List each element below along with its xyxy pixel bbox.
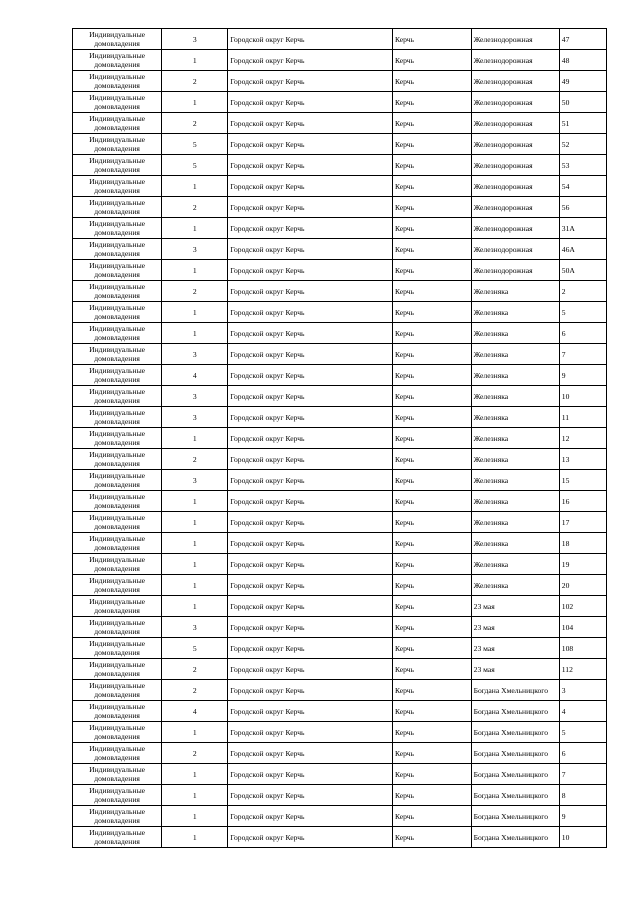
street-cell: Богдана Хмельницкого	[471, 701, 559, 722]
housing-type-cell: Индивидуальные домовладения	[73, 302, 162, 323]
count-cell: 1	[162, 50, 228, 71]
house-number-cell: 5	[559, 302, 606, 323]
document-page	[72, 28, 607, 848]
house-number-cell: 51	[559, 113, 606, 134]
table-row	[73, 281, 607, 302]
table-row	[73, 680, 607, 701]
housing-type-cell: Индивидуальные домовладения	[73, 134, 162, 155]
housing-type-cell: Индивидуальные домовладения	[73, 92, 162, 113]
district-cell: Городской округ Керчь	[228, 344, 393, 365]
count-cell: 1	[162, 596, 228, 617]
house-number-cell: 10	[559, 827, 606, 848]
city-cell: Керчь	[392, 50, 471, 71]
city-cell: Керчь	[392, 29, 471, 50]
district-cell: Городской округ Керчь	[228, 197, 393, 218]
district-cell: Городской округ Керчь	[228, 281, 393, 302]
street-cell: Богдана Хмельницкого	[471, 680, 559, 701]
table-row	[73, 134, 607, 155]
street-cell: Железняка	[471, 575, 559, 596]
count-cell: 2	[162, 680, 228, 701]
housing-type-cell: Индивидуальные домовладения	[73, 449, 162, 470]
house-number-cell: 50	[559, 92, 606, 113]
count-cell: 1	[162, 722, 228, 743]
housing-type-cell: Индивидуальные домовладения	[73, 785, 162, 806]
house-number-cell: 4	[559, 701, 606, 722]
table-row	[73, 365, 607, 386]
district-cell: Городской округ Керчь	[228, 92, 393, 113]
street-cell: Железняка	[471, 407, 559, 428]
housing-type-cell: Индивидуальные домовладения	[73, 197, 162, 218]
street-cell: Богдана Хмельницкого	[471, 722, 559, 743]
district-cell: Городской округ Керчь	[228, 617, 393, 638]
district-cell: Городской округ Керчь	[228, 260, 393, 281]
housing-type-cell: Индивидуальные домовладения	[73, 365, 162, 386]
district-cell: Городской округ Керчь	[228, 764, 393, 785]
house-number-cell: 13	[559, 449, 606, 470]
street-cell: Железняка	[471, 470, 559, 491]
count-cell: 1	[162, 176, 228, 197]
housing-type-cell: Индивидуальные домовладения	[73, 827, 162, 848]
street-cell: Железнодорожная	[471, 176, 559, 197]
city-cell: Керчь	[392, 344, 471, 365]
house-number-cell: 102	[559, 596, 606, 617]
housing-type-cell: Индивидуальные домовладения	[73, 764, 162, 785]
house-number-cell: 53	[559, 155, 606, 176]
count-cell: 1	[162, 92, 228, 113]
housing-type-cell: Индивидуальные домовладения	[73, 155, 162, 176]
table-row	[73, 449, 607, 470]
house-number-cell: 7	[559, 344, 606, 365]
house-number-cell: 6	[559, 743, 606, 764]
count-cell: 2	[162, 449, 228, 470]
housing-type-cell: Индивидуальные домовладения	[73, 596, 162, 617]
table-row	[73, 491, 607, 512]
house-number-cell: 18	[559, 533, 606, 554]
count-cell: 2	[162, 71, 228, 92]
housing-type-cell: Индивидуальные домовладения	[73, 50, 162, 71]
table-row	[73, 71, 607, 92]
table-row	[73, 92, 607, 113]
house-number-cell: 54	[559, 176, 606, 197]
city-cell: Керчь	[392, 323, 471, 344]
district-cell: Городской округ Керчь	[228, 827, 393, 848]
housing-type-cell: Индивидуальные домовладения	[73, 680, 162, 701]
city-cell: Керчь	[392, 407, 471, 428]
count-cell: 2	[162, 743, 228, 764]
street-cell: Железнодорожная	[471, 92, 559, 113]
street-cell: Железнодорожная	[471, 239, 559, 260]
city-cell: Керчь	[392, 281, 471, 302]
housing-type-cell: Индивидуальные домовладения	[73, 344, 162, 365]
city-cell: Керчь	[392, 71, 471, 92]
count-cell: 3	[162, 344, 228, 365]
district-cell: Городской округ Керчь	[228, 785, 393, 806]
street-cell: Железнодорожная	[471, 197, 559, 218]
city-cell: Керчь	[392, 512, 471, 533]
house-number-cell: 46А	[559, 239, 606, 260]
district-cell: Городской округ Керчь	[228, 638, 393, 659]
district-cell: Городской округ Керчь	[228, 113, 393, 134]
table-row	[73, 512, 607, 533]
street-cell: Железняка	[471, 428, 559, 449]
street-cell: Железнодорожная	[471, 71, 559, 92]
street-cell: Железняка	[471, 449, 559, 470]
city-cell: Керчь	[392, 428, 471, 449]
house-number-cell: 112	[559, 659, 606, 680]
table-row	[73, 806, 607, 827]
district-cell: Городской округ Керчь	[228, 449, 393, 470]
street-cell: Богдана Хмельницкого	[471, 806, 559, 827]
city-cell: Керчь	[392, 785, 471, 806]
housing-type-cell: Индивидуальные домовладения	[73, 617, 162, 638]
table-row	[73, 722, 607, 743]
count-cell: 2	[162, 281, 228, 302]
house-number-cell: 56	[559, 197, 606, 218]
table-row	[73, 386, 607, 407]
housing-type-cell: Индивидуальные домовладения	[73, 386, 162, 407]
count-cell: 1	[162, 260, 228, 281]
house-number-cell: 9	[559, 365, 606, 386]
housing-type-cell: Индивидуальные домовладения	[73, 113, 162, 134]
district-cell: Городской округ Керчь	[228, 533, 393, 554]
count-cell: 3	[162, 407, 228, 428]
count-cell: 2	[162, 197, 228, 218]
district-cell: Городской округ Керчь	[228, 29, 393, 50]
house-number-cell: 31А	[559, 218, 606, 239]
house-number-cell: 16	[559, 491, 606, 512]
count-cell: 1	[162, 218, 228, 239]
house-number-cell: 11	[559, 407, 606, 428]
house-number-cell: 108	[559, 638, 606, 659]
street-cell: 23 мая	[471, 596, 559, 617]
district-cell: Городской округ Керчь	[228, 155, 393, 176]
district-cell: Городской округ Керчь	[228, 575, 393, 596]
house-number-cell: 6	[559, 323, 606, 344]
housing-type-cell: Индивидуальные домовладения	[73, 575, 162, 596]
city-cell: Керчь	[392, 722, 471, 743]
table-row	[73, 155, 607, 176]
house-number-cell: 8	[559, 785, 606, 806]
house-number-cell: 20	[559, 575, 606, 596]
house-number-cell: 104	[559, 617, 606, 638]
street-cell: Железнякa	[471, 281, 559, 302]
count-cell: 4	[162, 365, 228, 386]
count-cell: 1	[162, 764, 228, 785]
housing-type-cell: Индивидуальные домовладения	[73, 260, 162, 281]
district-cell: Городской округ Керчь	[228, 302, 393, 323]
street-cell: Железнодорожная	[471, 113, 559, 134]
street-cell: Железнодорожная	[471, 134, 559, 155]
city-cell: Керчь	[392, 197, 471, 218]
table-row	[73, 533, 607, 554]
housing-type-cell: Индивидуальные домовладения	[73, 701, 162, 722]
table-row	[73, 743, 607, 764]
street-cell: Богдана Хмельницкого	[471, 827, 559, 848]
table-row	[73, 344, 607, 365]
house-number-cell: 3	[559, 680, 606, 701]
table-row	[73, 575, 607, 596]
city-cell: Керчь	[392, 701, 471, 722]
table-row	[73, 596, 607, 617]
count-cell: 5	[162, 134, 228, 155]
count-cell: 1	[162, 533, 228, 554]
house-number-cell: 7	[559, 764, 606, 785]
city-cell: Керчь	[392, 386, 471, 407]
count-cell: 3	[162, 29, 228, 50]
city-cell: Керчь	[392, 449, 471, 470]
street-cell: Железняка	[471, 386, 559, 407]
house-number-cell: 47	[559, 29, 606, 50]
district-cell: Городской округ Керчь	[228, 386, 393, 407]
housing-type-cell: Индивидуальные домовладения	[73, 554, 162, 575]
table-row	[73, 701, 607, 722]
district-cell: Городской округ Керчь	[228, 218, 393, 239]
table-row	[73, 785, 607, 806]
housing-type-cell: Индивидуальные домовладения	[73, 470, 162, 491]
street-cell: 23 мая	[471, 638, 559, 659]
housing-type-cell: Индивидуальные домовладения	[73, 239, 162, 260]
table-row	[73, 827, 607, 848]
count-cell: 1	[162, 323, 228, 344]
table-row	[73, 218, 607, 239]
city-cell: Керчь	[392, 659, 471, 680]
street-cell: Богдана Хмельницкого	[471, 785, 559, 806]
table-row	[73, 764, 607, 785]
count-cell: 3	[162, 470, 228, 491]
street-cell: Железняка	[471, 323, 559, 344]
house-number-cell: 9	[559, 806, 606, 827]
street-cell: Железняка	[471, 512, 559, 533]
housing-type-cell: Индивидуальные домовладения	[73, 29, 162, 50]
street-cell: Железнодорожная	[471, 29, 559, 50]
count-cell: 1	[162, 554, 228, 575]
district-cell: Городской округ Керчь	[228, 470, 393, 491]
housing-type-cell: Индивидуальные домовладения	[73, 323, 162, 344]
count-cell: 3	[162, 386, 228, 407]
city-cell: Керчь	[392, 155, 471, 176]
house-number-cell: 50А	[559, 260, 606, 281]
table-row	[73, 659, 607, 680]
street-cell: Железняка	[471, 491, 559, 512]
house-number-cell: 52	[559, 134, 606, 155]
city-cell: Керчь	[392, 365, 471, 386]
count-cell: 3	[162, 617, 228, 638]
housing-type-cell: Индивидуальные домовладения	[73, 176, 162, 197]
house-number-cell: 17	[559, 512, 606, 533]
table-row	[73, 638, 607, 659]
street-cell: Железняка	[471, 554, 559, 575]
table-row	[73, 197, 607, 218]
district-cell: Городской округ Керчь	[228, 596, 393, 617]
count-cell: 1	[162, 512, 228, 533]
street-cell: Железняка	[471, 344, 559, 365]
city-cell: Керчь	[392, 680, 471, 701]
house-number-cell: 2	[559, 281, 606, 302]
housing-type-cell: Индивидуальные домовладения	[73, 428, 162, 449]
housing-type-cell: Индивидуальные домовладения	[73, 491, 162, 512]
city-cell: Керчь	[392, 764, 471, 785]
street-cell: Железняка	[471, 365, 559, 386]
count-cell: 2	[162, 659, 228, 680]
table-row	[73, 50, 607, 71]
table-row	[73, 176, 607, 197]
city-cell: Керчь	[392, 491, 471, 512]
count-cell: 4	[162, 701, 228, 722]
district-cell: Городской округ Керчь	[228, 722, 393, 743]
house-number-cell: 15	[559, 470, 606, 491]
district-cell: Городской округ Керчь	[228, 806, 393, 827]
count-cell: 1	[162, 575, 228, 596]
table-row	[73, 407, 607, 428]
district-cell: Городской округ Керчь	[228, 512, 393, 533]
count-cell: 5	[162, 638, 228, 659]
street-cell: Богдана Хмельницкого	[471, 764, 559, 785]
city-cell: Керчь	[392, 176, 471, 197]
housing-type-cell: Индивидуальные домовладения	[73, 71, 162, 92]
housing-type-cell: Индивидуальные домовладения	[73, 533, 162, 554]
city-cell: Керчь	[392, 113, 471, 134]
street-cell: Железняка	[471, 302, 559, 323]
count-cell: 1	[162, 491, 228, 512]
count-cell: 1	[162, 302, 228, 323]
street-cell: Богдана Хмельницкого	[471, 743, 559, 764]
housing-type-cell: Индивидуальные домовладения	[73, 806, 162, 827]
district-cell: Городской округ Керчь	[228, 491, 393, 512]
housing-type-cell: Индивидуальные домовладения	[73, 722, 162, 743]
house-number-cell: 5	[559, 722, 606, 743]
city-cell: Керчь	[392, 617, 471, 638]
city-cell: Керчь	[392, 302, 471, 323]
table-row	[73, 428, 607, 449]
city-cell: Керчь	[392, 533, 471, 554]
city-cell: Керчь	[392, 575, 471, 596]
count-cell: 1	[162, 785, 228, 806]
district-cell: Городской округ Керчь	[228, 743, 393, 764]
table-row	[73, 29, 607, 50]
house-number-cell: 10	[559, 386, 606, 407]
street-cell: Железнодорожная	[471, 155, 559, 176]
house-number-cell: 12	[559, 428, 606, 449]
city-cell: Керчь	[392, 827, 471, 848]
city-cell: Керчь	[392, 596, 471, 617]
house-number-cell: 49	[559, 71, 606, 92]
house-number-cell: 19	[559, 554, 606, 575]
city-cell: Керчь	[392, 554, 471, 575]
housing-type-cell: Индивидуальные домовладения	[73, 659, 162, 680]
city-cell: Керчь	[392, 470, 471, 491]
table-row	[73, 260, 607, 281]
street-cell: Железнодорожная	[471, 50, 559, 71]
street-cell: 23 мая	[471, 617, 559, 638]
district-cell: Городской округ Керчь	[228, 323, 393, 344]
count-cell: 5	[162, 155, 228, 176]
city-cell: Керчь	[392, 260, 471, 281]
table-row	[73, 113, 607, 134]
district-cell: Городской округ Керчь	[228, 554, 393, 575]
city-cell: Керчь	[392, 92, 471, 113]
district-cell: Городской округ Керчь	[228, 365, 393, 386]
city-cell: Керчь	[392, 743, 471, 764]
table-row	[73, 302, 607, 323]
table-row	[73, 554, 607, 575]
district-cell: Городской округ Керчь	[228, 659, 393, 680]
table-row	[73, 470, 607, 491]
address-table-body	[73, 29, 607, 848]
table-row	[73, 617, 607, 638]
district-cell: Городской округ Керчь	[228, 701, 393, 722]
count-cell: 1	[162, 827, 228, 848]
district-cell: Городской округ Керчь	[228, 71, 393, 92]
district-cell: Городской округ Керчь	[228, 176, 393, 197]
city-cell: Керчь	[392, 806, 471, 827]
count-cell: 1	[162, 428, 228, 449]
street-cell: Железняка	[471, 533, 559, 554]
count-cell: 1	[162, 806, 228, 827]
street-cell: Железнодорожная	[471, 218, 559, 239]
housing-type-cell: Индивидуальные домовладения	[73, 218, 162, 239]
district-cell: Городской округ Керчь	[228, 680, 393, 701]
housing-type-cell: Индивидуальные домовладения	[73, 743, 162, 764]
city-cell: Керчь	[392, 239, 471, 260]
count-cell: 3	[162, 239, 228, 260]
district-cell: Городской округ Керчь	[228, 428, 393, 449]
housing-type-cell: Индивидуальные домовладения	[73, 512, 162, 533]
street-cell: 23 мая	[471, 659, 559, 680]
housing-type-cell: Индивидуальные домовладения	[73, 638, 162, 659]
district-cell: Городской округ Керчь	[228, 239, 393, 260]
address-table	[72, 28, 607, 848]
housing-type-cell: Индивидуальные домовладения	[73, 281, 162, 302]
house-number-cell: 48	[559, 50, 606, 71]
district-cell: Городской округ Керчь	[228, 50, 393, 71]
district-cell: Городской округ Керчь	[228, 407, 393, 428]
table-row	[73, 239, 607, 260]
table-row	[73, 323, 607, 344]
count-cell: 2	[162, 113, 228, 134]
housing-type-cell: Индивидуальные домовладения	[73, 407, 162, 428]
district-cell: Городской округ Керчь	[228, 134, 393, 155]
city-cell: Керчь	[392, 134, 471, 155]
city-cell: Керчь	[392, 638, 471, 659]
city-cell: Керчь	[392, 218, 471, 239]
street-cell: Железнодорожная	[471, 260, 559, 281]
